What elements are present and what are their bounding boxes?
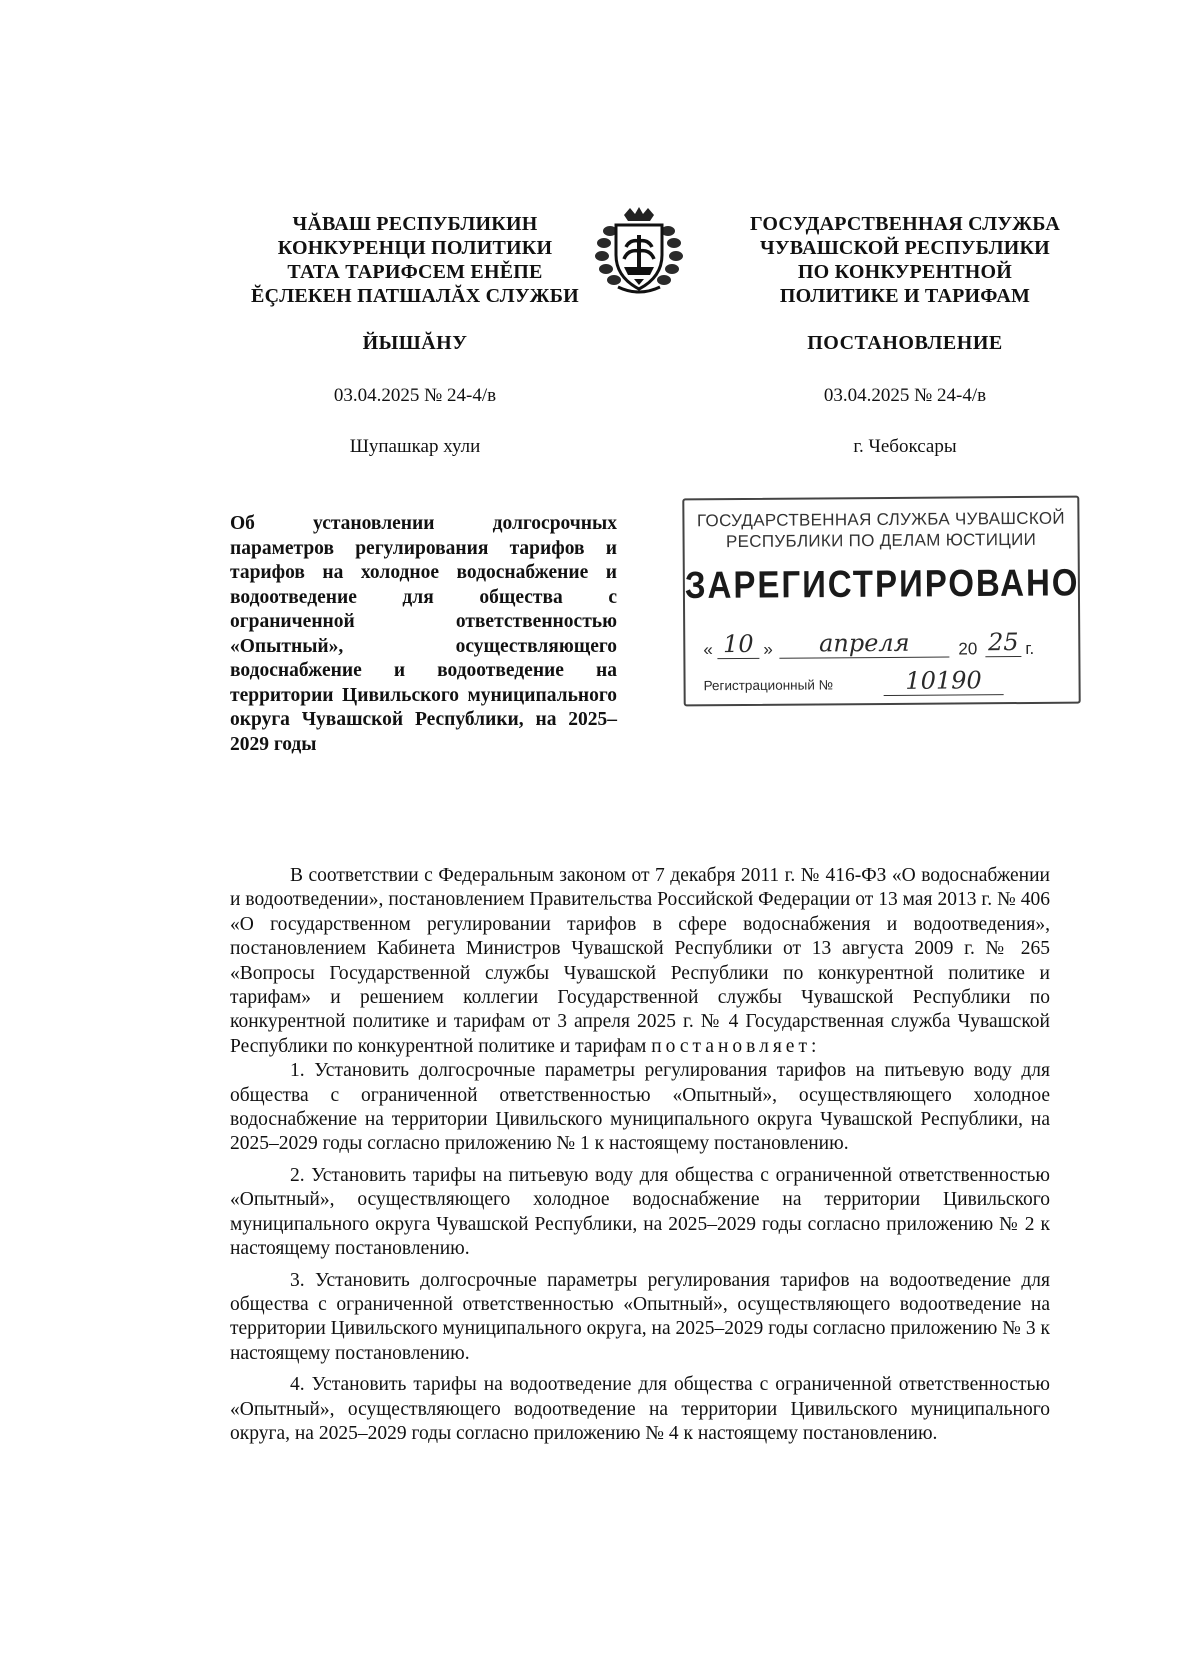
preamble-text: В соответствии с Федеральным законом от 7 декабря 2011 г. № 416-ФЗ «О водоснабжении и водоотведении», постановлением Правительства Российской Федерации от 13 мая 2013 г. № 406 «О государственном регулировании тарифов в сфере водоснабжения и водоотведения», постановлением Кабинета Министров Чувашской Республики от 13 августа 2009 г. № 265 «Вопросы Государственной службы Чувашской Республики по конкурентной политике и тарифам» и решением коллегии Государственной службы Чувашской Республики по конкурентной политике и тарифам от 3 апреля 2025 г. № 4 Государственная служба Чувашской Республики по конкурентной политике и тарифам — [230, 865, 1050, 1057]
stamp-year: 25 — [985, 628, 1021, 657]
header-right-line: ПО КОНКУРЕНТНОЙ — [797, 261, 1013, 283]
doc-city-right: г. Чебоксары — [853, 436, 957, 457]
stamp-year-mark: г. — [1025, 638, 1035, 658]
body-preamble — [230, 864, 1050, 1059]
doc-city-left: Шупашкар хули — [349, 436, 481, 457]
stamp-status: ЗАРЕГИСТРИРОВАНО — [684, 560, 1080, 607]
doc-type-right: ПОСТАНОВЛЕНИЕ — [807, 332, 1003, 354]
stamp-century: 20 — [958, 639, 978, 659]
doc-type-left: ЙЫШĂНУ — [362, 332, 468, 354]
document-body — [230, 864, 1050, 1446]
header-left-line: КОНКУРЕНЦИ ПОЛИТИКИ — [277, 237, 553, 259]
doc-number-right: 03.04.2025 № 24-4/в — [823, 385, 987, 406]
stamp-org-line: ГОСУДАРСТВЕННАЯ СЛУЖБА ЧУВАШСКОЙ — [696, 508, 1065, 531]
stamp-registration — [703, 666, 1063, 699]
stamp-date — [703, 630, 1063, 663]
stamp-reg-label: Регистрационный № — [703, 677, 834, 694]
header-left-line: ЧĂВАШ РЕСПУБЛИКИН — [292, 213, 538, 235]
header-right-line: ПОЛИТИКЕ И ТАРИФАМ — [779, 285, 1031, 307]
document-subject: Об установлении долгосрочных параметров регулирования тарифов и тарифов на холодное водоснабжение и водоотведение для общества с ограниченной ответственностью «Опытный», осуществляющего водоснабжение и водоотведение на территории Цивильского муниципального округа Чувашской Республики, на 2025–2029 годы — [230, 513, 617, 755]
stamp-month: апреля — [779, 629, 949, 659]
header-right-line: ЧУВАШСКОЙ РЕСПУБЛИКИ — [760, 237, 1050, 259]
resolves-word: постановляет: — [651, 1035, 821, 1057]
body-item-3: 3. Установить долгосрочные параметры регулирования тарифов на водоотведение для общества с ограниченной ответственностью «Опытный», осуществляющего водоотведение на территории Цивильского муниципального округа, на 2025–2029 годы согласно приложению № 3 к настоящему постановлению. — [230, 1269, 1050, 1364]
chuvash-republic-emblem-icon — [594, 205, 684, 297]
stamp-org — [684, 508, 1077, 553]
body-item-2: 2. Установить тарифы на питьевую воду для общества с ограниченной ответственностью «Опытный», осуществляющего холодное водоснабжение на территории Цивильского муниципального округа Чувашской Республики, на 2025–2029 годы согласно приложению № 2 к настоящему постановлению. — [230, 1164, 1050, 1260]
header-left-line: ТАТА ТАРИФСЕМ ЕНĚПЕ — [287, 261, 543, 283]
doc-number-left: 03.04.2025 № 24-4/в — [333, 385, 497, 406]
header-left-line: ĔÇЛЕКЕН ПАТШАЛĂХ СЛУЖБИ — [251, 285, 579, 307]
registration-stamp — [682, 496, 1080, 707]
header-right-org — [715, 212, 1095, 308]
header-left-org — [225, 212, 605, 308]
header-right-line: ГОСУДАРСТВЕННАЯ СЛУЖБА — [749, 213, 1061, 235]
stamp-close-quote: » — [763, 639, 773, 659]
stamp-open-quote: « — [703, 640, 713, 660]
stamp-day: 10 — [717, 630, 759, 659]
body-item-4: 4. Установить тарифы на водоотведение для общества с ограниченной ответственностью «Опытный», осуществляющего водоотведение на территории Цивильского муниципального округа, на 2025–2029 годы согласно приложению № 4 к настоящему постановлению. — [230, 1374, 1050, 1444]
stamp-org-line: РЕСПУБЛИКИ ПО ДЕЛАМ ЮСТИЦИИ — [725, 529, 1037, 552]
body-item-1: 1. Установить долгосрочные параметры регулирования тарифов на питьевую воду для общества с ограниченной ответственностью «Опытный», осуществляющего холодное водоснабжение на территории Цивильского муниципального округа Чувашской Республики, на 2025–2029 годы согласно приложению № 1 к настоящему постановлению. — [230, 1060, 1050, 1155]
stamp-reg-number: 10190 — [883, 666, 1003, 696]
